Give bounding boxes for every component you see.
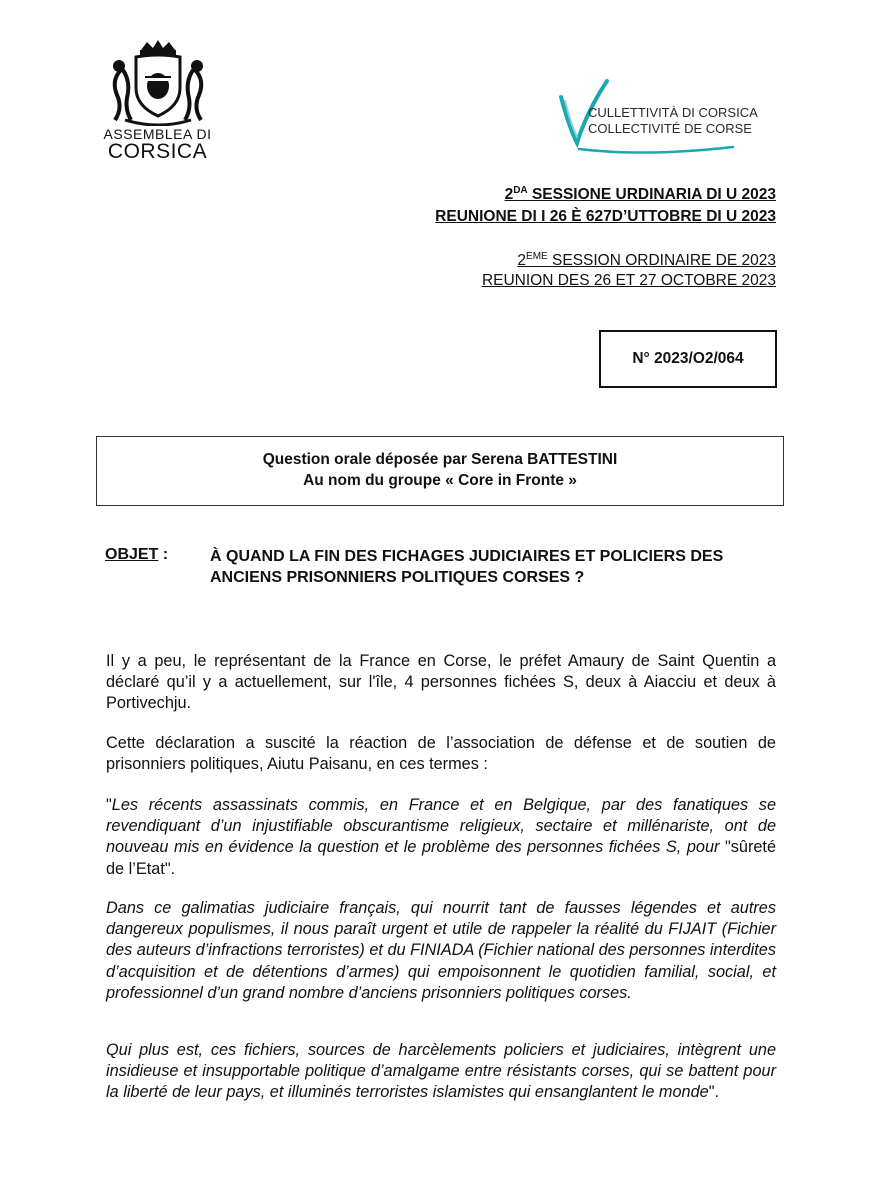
session-french-title-text: SESSION ORDINAIRE DE 2023 [547, 252, 776, 269]
objet-separator: : [158, 546, 169, 563]
objet-text: À QUAND LA FIN DES FICHAGES JUDICIAIRES ET POLICIERS DES ANCIENS PRISONNIERS POLITIQUES CORSES ? [210, 548, 724, 586]
session-corsican-title [505, 186, 776, 204]
body-paragraph-5 [106, 1040, 776, 1104]
session-corsican-title-text: SESSIONE URDINARIA DI U 2023 [531, 186, 776, 203]
question-group-line: Au nom du groupe « Core in Fronte » [303, 472, 577, 489]
reference-number: N° 2023/O2/064 [632, 350, 744, 367]
reference-number-box [599, 330, 777, 388]
question-box [96, 436, 784, 506]
body-paragraph-2: Cette déclaration a suscité la réaction de l’association de défense et de soutien de prisonniers politiques, Aiutu Paisanu, en ces termes : [106, 734, 776, 774]
quote-open: " [106, 796, 112, 814]
assemblea-logo-line1: ASSEMBLEA DI [103, 126, 212, 142]
quote-text-1: Les récents assassinats commis, en France et en Belgique, par des fanatiques se revendiquant d’un injustifiable obscurantisme religieux, sectaire et millénariste, ont de nouveau mis en évidence la question et le problème des personnes fichées S, pour [106, 796, 776, 857]
session-corsican-ordinal: 2 [504, 186, 514, 203]
objet-label [105, 546, 168, 564]
collectivite-logo-line1: CULLETTIVITÀ DI CORSICA [588, 105, 758, 120]
session-french-title [517, 252, 776, 270]
collectivite-logo-line2: COLLECTIVITÉ DE CORSE [588, 121, 752, 136]
session-french-date: REUNION DES 26 ET 27 OCTOBRE 2023 [481, 272, 776, 289]
body-paragraph-3 [106, 795, 776, 880]
quote-close: ". [708, 1083, 720, 1102]
assemblea-logo-line2: CORSICA [107, 140, 208, 163]
body-paragraph-1: Il y a peu, le représentant de la France en Corse, le préfet Amaury de Saint Quentin a déclaré qu’il y a actuellement, sur l'île, 4 personnes fichées S, deux à Aiacciu et deux à Portivechju. [106, 652, 776, 713]
body-paragraph-4: Dans ce galimatias judiciaire français, qui nourrit tant de fausses légendes et autres dangereux populismes, il nous paraît urgent et utile de rappeler la réalité du FIJAIT (Fichier des auteurs d’infractions terroristes) et du FINIADA (Fichier national des personnes interdites d’acquisition et de détentions d’armes) qui empoisonnent le quotidien familial, social, et professionnel d’un grand nombre d’anciens prisonniers politiques corses. [106, 899, 776, 1002]
session-corsican-ordinal-sup: DA [513, 185, 528, 196]
question-author-line: Question orale déposée par Serena BATTESTINI [262, 451, 618, 468]
moor-head-crest-icon [103, 40, 213, 126]
session-french-ordinal: 2 [517, 252, 527, 269]
collectivite-logo [555, 75, 758, 155]
quote-text-1-end: "sûreté de l’Etat". [106, 838, 776, 878]
objet-label-text: OBJET [105, 546, 159, 563]
session-corsican-date: REUNIONE DI I 26 È 627D’UTTOBRE DI U 2023 [435, 208, 776, 225]
assemblea-logo [95, 40, 220, 170]
quote-text-3: Qui plus est, ces fichiers, sources de harcèlements policiers et judiciaires, intègrent une insidieuse et insupportable politique d’amalgame entre résistants corses, qui se battent pour la liberté de leur pays, et illuminés terroristes islamistes qui ensanglantent le monde [106, 1041, 776, 1102]
session-french-ordinal-sup: EME [526, 251, 548, 262]
